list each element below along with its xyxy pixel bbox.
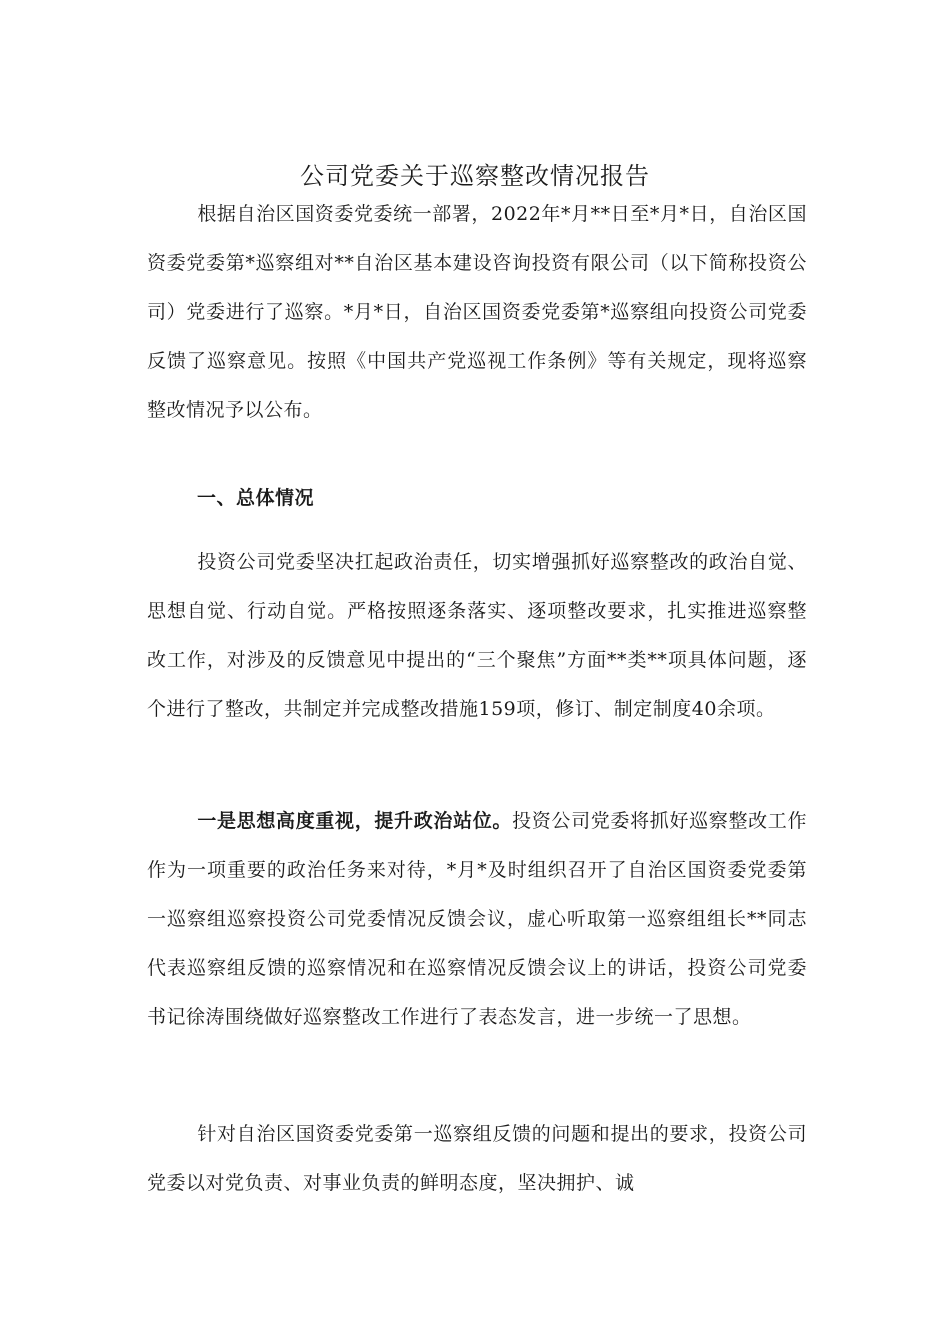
- section-heading-overall: 一、总体情况: [197, 487, 315, 509]
- document-title: 公司党委关于巡察整改情况报告: [300, 162, 650, 190]
- response-paragraph: 针对自治区国资委党委第一巡察组反馈的问题和提出的要求，投资公司党委以对党负责、对事业负责的鲜明态度，坚决拥护、诚: [147, 1123, 807, 1194]
- point-one-paragraph: [147, 797, 807, 1042]
- point-one-lead: 一是思想高度重视，提升政治站位。: [197, 810, 513, 832]
- intro-paragraph: 根据自治区国资委党委统一部署，2022年*月**日至*月*日，自治区国资委党委第*巡察组对**自治区基本建设咨询投资有限公司（以下简称投资公司）党委进行了巡察。*月*日，自治区国资委党委第*巡察组向投资公司党委反馈了巡察意见。按照《中国共产党巡视工作条例》等有关规定，现将巡察整改情况予以公布。: [147, 203, 807, 421]
- overall-paragraph: 投资公司党委坚决扛起政治责任，切实增强抓好巡察整改的政治自觉、思想自觉、行动自觉。严格按照逐条落实、逐项整改要求，扎实推进巡察整改工作，对涉及的反馈意见中提出的“三个聚焦”方面**类**项具体问题，逐个进行了整改，共制定并完成整改措施159项，修订、制定制度40余项。: [147, 551, 807, 720]
- point-one-body: 投资公司党委将抓好巡察整改工作作为一项重要的政治任务来对待，*月*及时组织召开了自治区国资委党委第一巡察组巡察投资公司党委情况反馈会议，虚心听取第一巡察组组长**同志代表巡察组反馈的巡察情况和在巡察情况反馈会议上的讲话，投资公司党委书记徐涛围绕做好巡察整改工作进行了表态发言，进一步统一了思想。: [147, 810, 807, 1028]
